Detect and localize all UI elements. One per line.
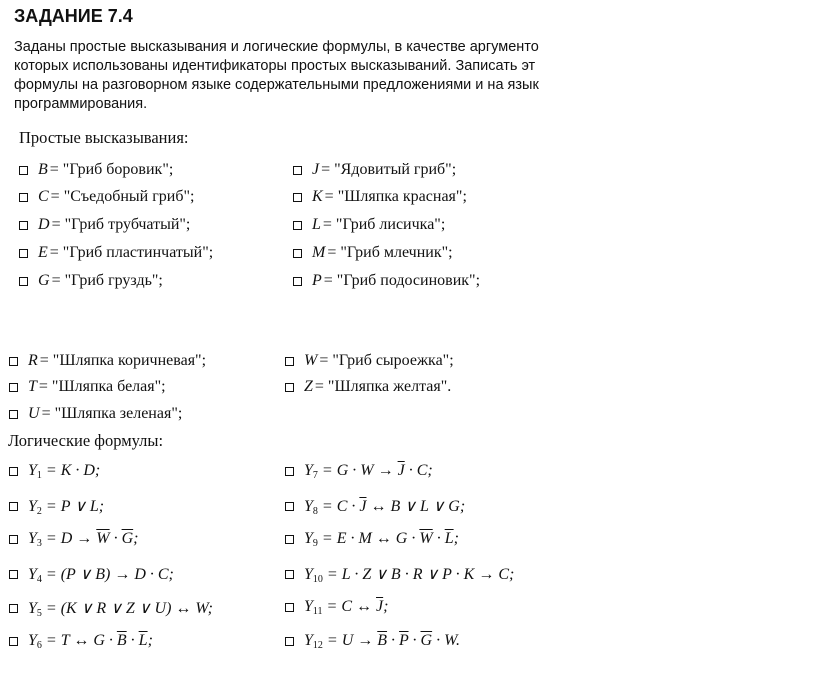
checkbox-square-icon [293, 221, 302, 230]
statement-text: = "Ядовитый гриб"; [321, 161, 457, 178]
checkbox-square-icon [9, 604, 18, 613]
formula-item [285, 530, 459, 549]
statement-variable: L [312, 216, 321, 233]
statement-variable: C [38, 188, 49, 205]
statement-text: = "Съедобный гриб"; [50, 188, 195, 205]
statement-text: = "Шляпка зеленая"; [41, 405, 183, 422]
statement-variable: T [28, 378, 37, 395]
formula-text: $Y_{11} = C$ ↔ $\overline{J}$; [304, 598, 389, 617]
description-line: программирования. [14, 96, 148, 112]
statement-item [293, 188, 467, 206]
checkbox-square-icon [9, 570, 18, 579]
statement-variable: R [28, 352, 38, 369]
checkbox-square-icon [9, 502, 18, 511]
checkbox-square-icon [285, 357, 294, 366]
statement-item [9, 378, 166, 396]
checkbox-square-icon [285, 535, 294, 544]
statement-item [9, 405, 182, 423]
statement-item [19, 272, 163, 290]
checkbox-square-icon [293, 193, 302, 202]
checkbox-square-icon [9, 383, 18, 392]
checkbox-square-icon [19, 221, 28, 230]
checkbox-square-icon [19, 193, 28, 202]
formula-item [9, 632, 153, 651]
description-line: которых использованы идентификаторы простых высказываний. Записать эт [14, 58, 536, 74]
statement-variable: E [38, 244, 48, 261]
statement-item [9, 352, 206, 370]
checkbox-square-icon [19, 277, 28, 286]
formula-item [9, 496, 104, 517]
formula-item [285, 598, 388, 617]
checkbox-square-icon [9, 637, 18, 646]
task-description [14, 38, 662, 114]
formula-text: $Y_4 = (P$ ∨ B) → D · C; [28, 566, 174, 585]
checkbox-square-icon [285, 383, 294, 392]
formula-text: $Y_7 = G \cdot W \to \overline{J} \cdot C$; [304, 462, 433, 481]
statement-item [285, 378, 451, 396]
statement-text: = "Шляпка красная"; [324, 188, 467, 205]
formula-text: $Y_6 = T$ ↔ $G \cdot \overline{B} \cdot \overline{L}$; [28, 632, 153, 651]
statement-text: = "Гриб боровик"; [49, 161, 174, 178]
statement-item [285, 352, 454, 370]
checkbox-square-icon [9, 410, 18, 419]
statement-variable: G [38, 272, 50, 289]
formula-text: $Y_5 = (K$ ∨ R ∨ Z ∨ U) ↔ W; [28, 600, 214, 619]
checkbox-square-icon [9, 535, 18, 544]
checkbox-square-icon [19, 249, 28, 258]
formula-text: $Y_2 = P$ ∨ L; [28, 498, 105, 517]
statement-item [19, 161, 173, 179]
checkbox-square-icon [285, 467, 294, 476]
checkbox-square-icon [293, 249, 302, 258]
statement-variable: P [312, 272, 322, 289]
formula-text: $Y_{12} = U \to \overline{B} \cdot \overline{P} \cdot \overline{G} \cdot W$. [304, 632, 460, 651]
statement-variable: K [312, 188, 323, 205]
statement-item [293, 216, 445, 234]
statement-text: = "Гриб груздь"; [51, 272, 163, 289]
checkbox-square-icon [285, 603, 294, 612]
statement-text: = "Гриб пластинчатый"; [49, 244, 214, 261]
checkbox-square-icon [293, 277, 302, 286]
logical-formulas-heading: Логические формулы: [8, 431, 164, 450]
description-line: Заданы простые высказывания и логические формулы, в качестве аргументо [14, 39, 539, 55]
formula-item [9, 598, 213, 619]
formula-text: $Y_{10} = L \cdot Z$ ∨ B · R ∨ P · K → C; [304, 566, 515, 585]
formula-text: $Y_1 = K \cdot D$; [28, 462, 101, 481]
statement-text: = "Гриб трубчатый"; [51, 216, 191, 233]
statement-item [19, 216, 190, 234]
statement-text: = "Гриб лисичка"; [322, 216, 446, 233]
checkbox-square-icon [293, 166, 302, 175]
checkbox-square-icon [285, 502, 294, 511]
formula-text: $Y_8 = C \cdot \overline{J}$ ↔ B ∨ L ∨ G; [304, 498, 466, 517]
description-line: формулы на разговорном языке содержательными предложениями и на язык [14, 77, 539, 93]
statement-item [19, 188, 194, 206]
formula-item [9, 564, 174, 585]
statement-text: = "Гриб сыроежка"; [319, 352, 454, 369]
formula-text: $Y_3 = D \to \overline{W} \cdot \overline{G}$; [28, 530, 139, 549]
checkbox-square-icon [285, 570, 294, 579]
checkbox-square-icon [285, 637, 294, 646]
statement-variable: W [304, 352, 318, 369]
checkbox-square-icon [19, 166, 28, 175]
statement-text: = "Шляпка коричневая"; [39, 352, 207, 369]
formula-item [285, 496, 465, 517]
statement-item [293, 272, 480, 290]
statement-variable: U [28, 405, 40, 422]
statement-variable: Z [304, 378, 313, 395]
task-title: ЗАДАНИЕ 7.4 [14, 6, 133, 26]
statement-item [19, 244, 213, 262]
statement-variable: B [38, 161, 48, 178]
formula-item [285, 462, 433, 481]
statement-item [293, 244, 453, 262]
statement-text: = "Шляпка белая"; [38, 378, 166, 395]
simple-statements-heading: Простые высказывания: [19, 128, 189, 147]
statement-variable: M [312, 244, 326, 261]
formula-item [9, 530, 138, 549]
checkbox-square-icon [9, 467, 18, 476]
statement-item [293, 161, 456, 179]
statement-variable: J [312, 161, 320, 178]
formula-item [285, 632, 460, 651]
statement-text: = "Шляпка желтая". [314, 378, 452, 395]
statement-text: = "Гриб подосиновик"; [323, 272, 481, 289]
formula-item [9, 462, 100, 481]
formula-item [285, 564, 514, 585]
checkbox-square-icon [9, 357, 18, 366]
formula-text: $Y_9 = E \cdot M$ ↔ $G \cdot \overline{W} \cdot \overline{L}$; [304, 530, 459, 549]
statement-variable: D [38, 216, 50, 233]
statement-text: = "Гриб млечник"; [327, 244, 453, 261]
